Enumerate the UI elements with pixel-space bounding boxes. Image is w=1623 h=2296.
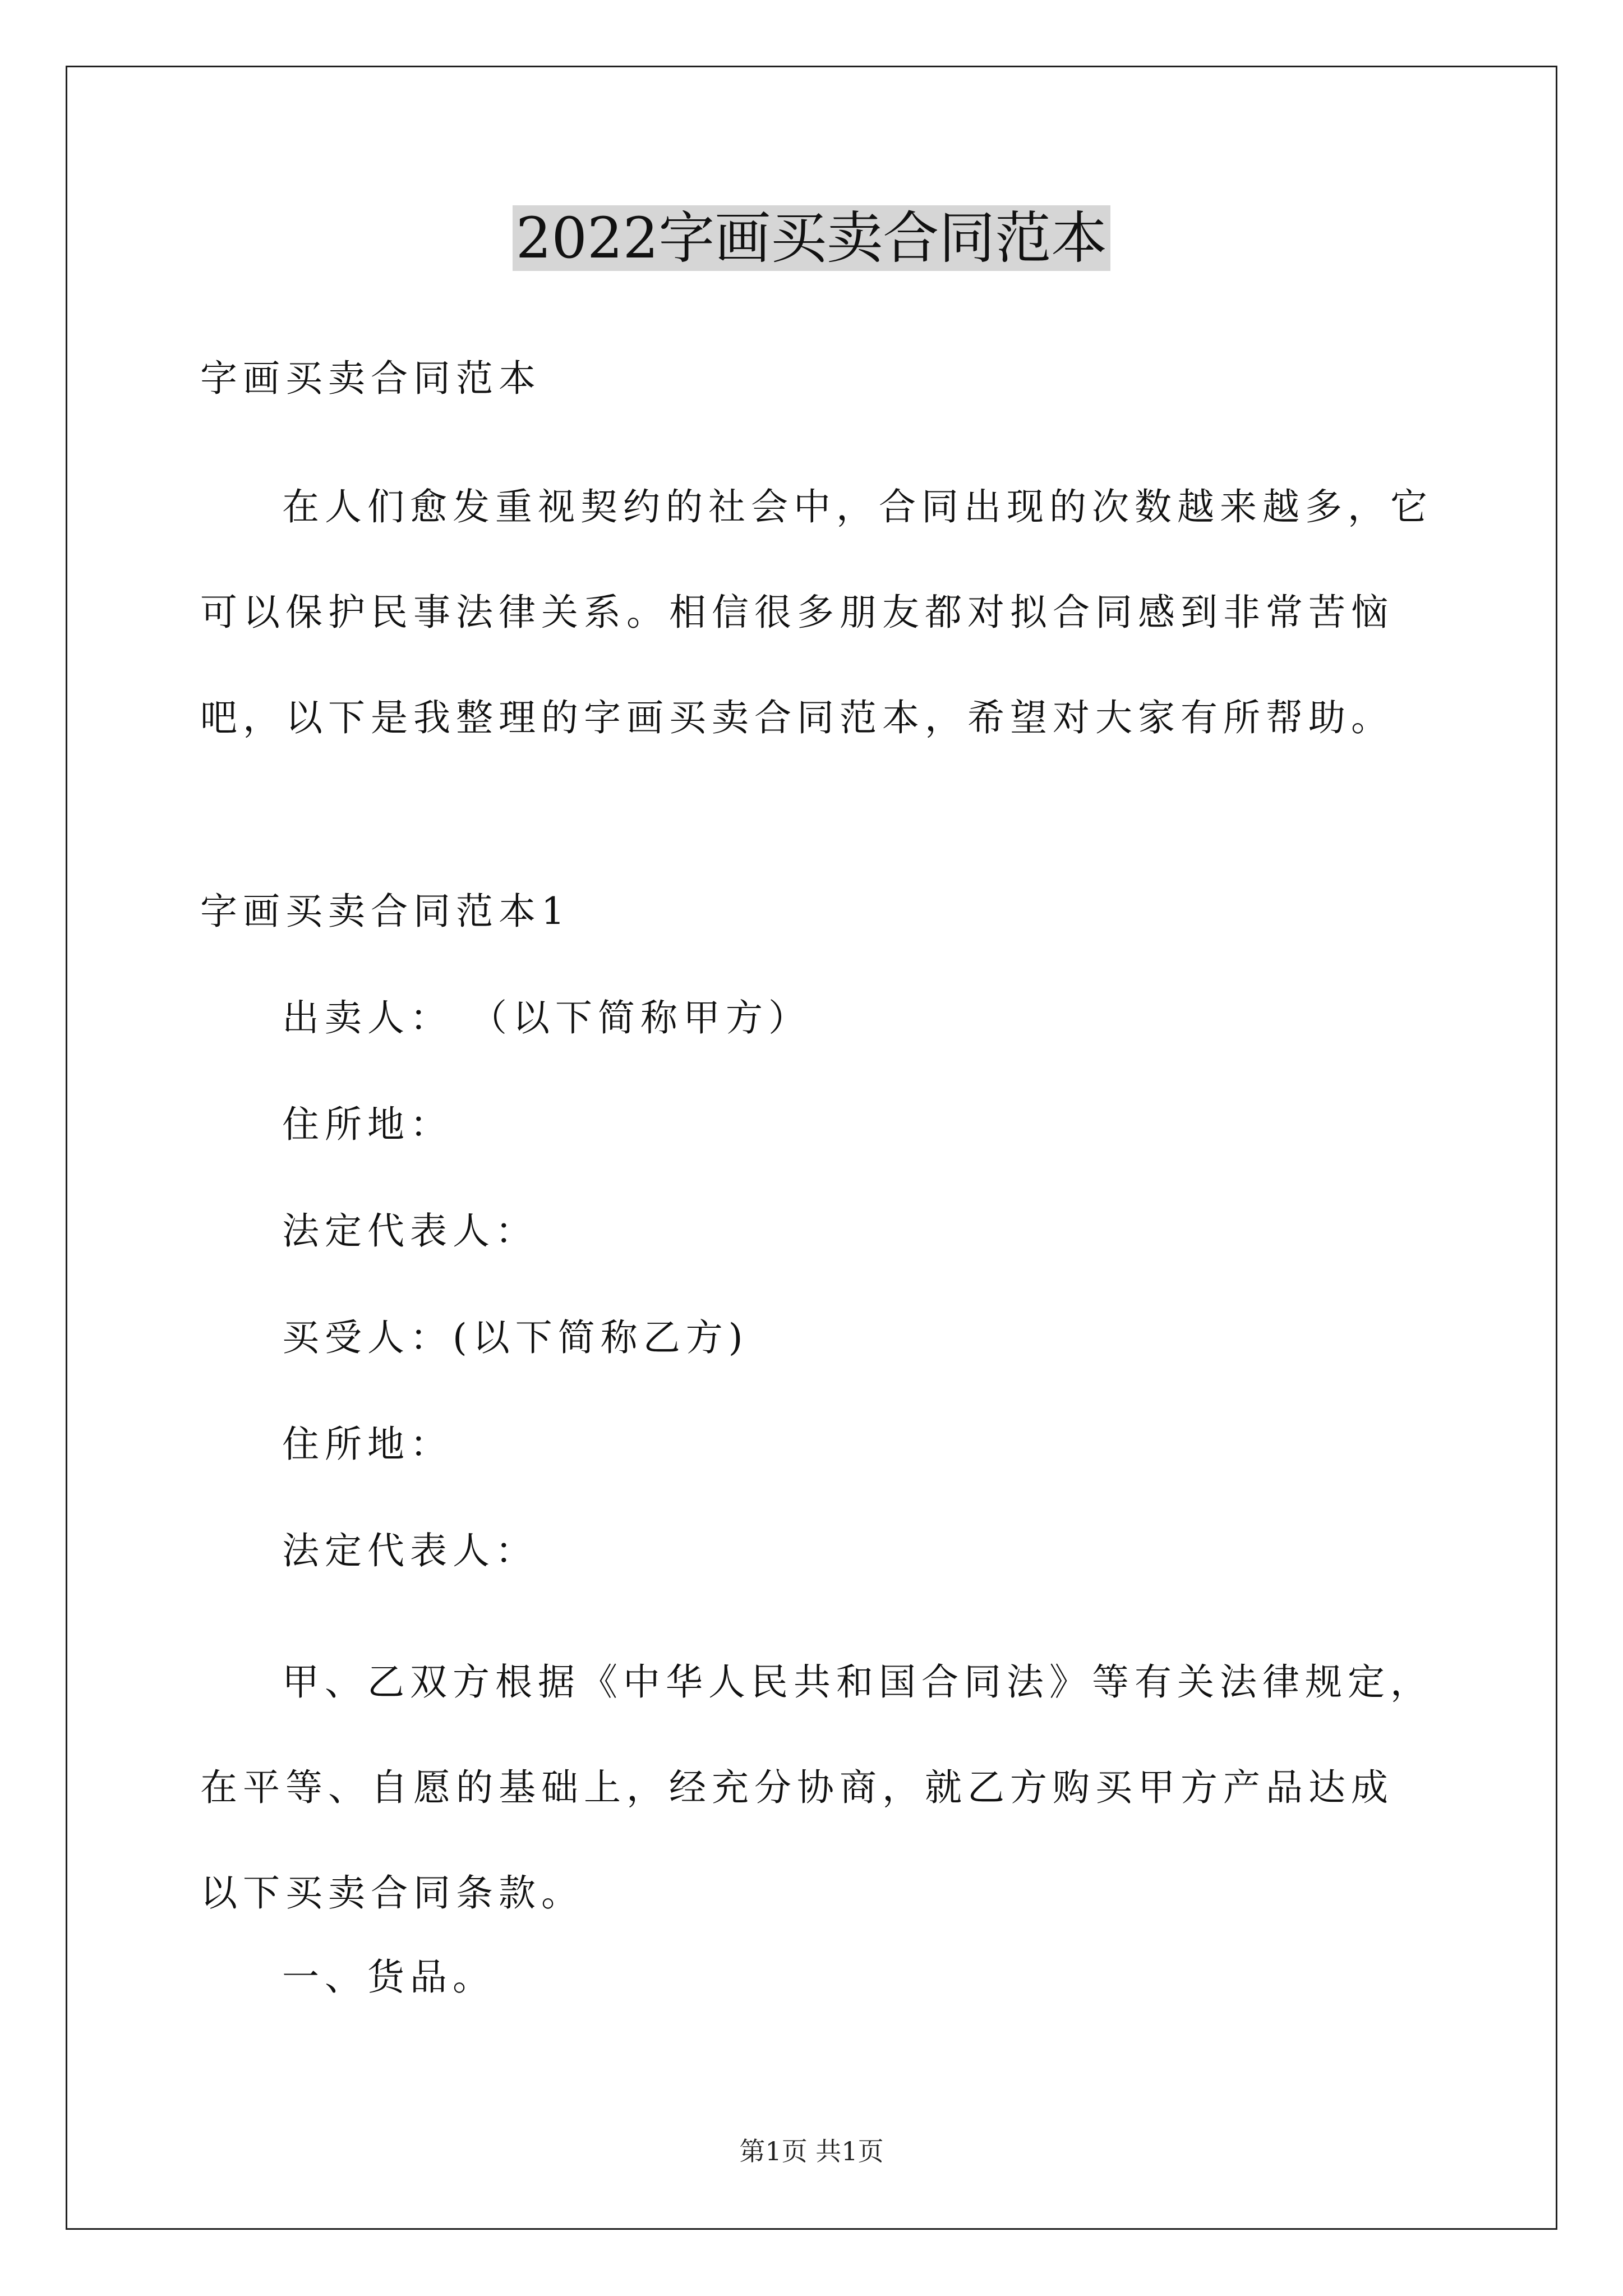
buyer-line: 买受人：(以下简称乙方) bbox=[282, 1316, 749, 1359]
page-number-footer: 第1页 共1页 bbox=[739, 2136, 884, 2166]
seller-line: 出卖人： （以下简称甲方） bbox=[282, 996, 811, 1039]
agreement-paragraph: 甲、乙双方根据《中华人民共和国合同法》等有关法律规定，在平等、自愿的基础上，经充分协商，就乙方购买甲方产品达成以下买卖合同条款。 bbox=[200, 1660, 1433, 1915]
document-title-text: 2022字画买卖合同范本 bbox=[513, 205, 1111, 271]
clause-1-heading: 一、货品。 bbox=[282, 1955, 495, 1999]
buyer-address-line: 住所地： bbox=[282, 1423, 453, 1466]
intro-paragraph: 在人们愈发重视契约的社会中，合同出现的次数越来越多，它可以保护民事法律关系。相信很多朋友都对拟合同感到非常苦恼吧，以下是我整理的字画买卖合同范本，希望对大家有所帮助。 bbox=[200, 485, 1433, 739]
section-heading: 字画买卖合同范本1 bbox=[200, 890, 570, 933]
document-subtitle: 字画买卖合同范本 bbox=[200, 357, 541, 400]
buyer-rep-line: 法定代表人： bbox=[282, 1529, 538, 1572]
document-title bbox=[0, 199, 1623, 278]
seller-rep-line: 法定代表人： bbox=[282, 1209, 538, 1253]
seller-address-line: 住所地： bbox=[282, 1103, 453, 1146]
